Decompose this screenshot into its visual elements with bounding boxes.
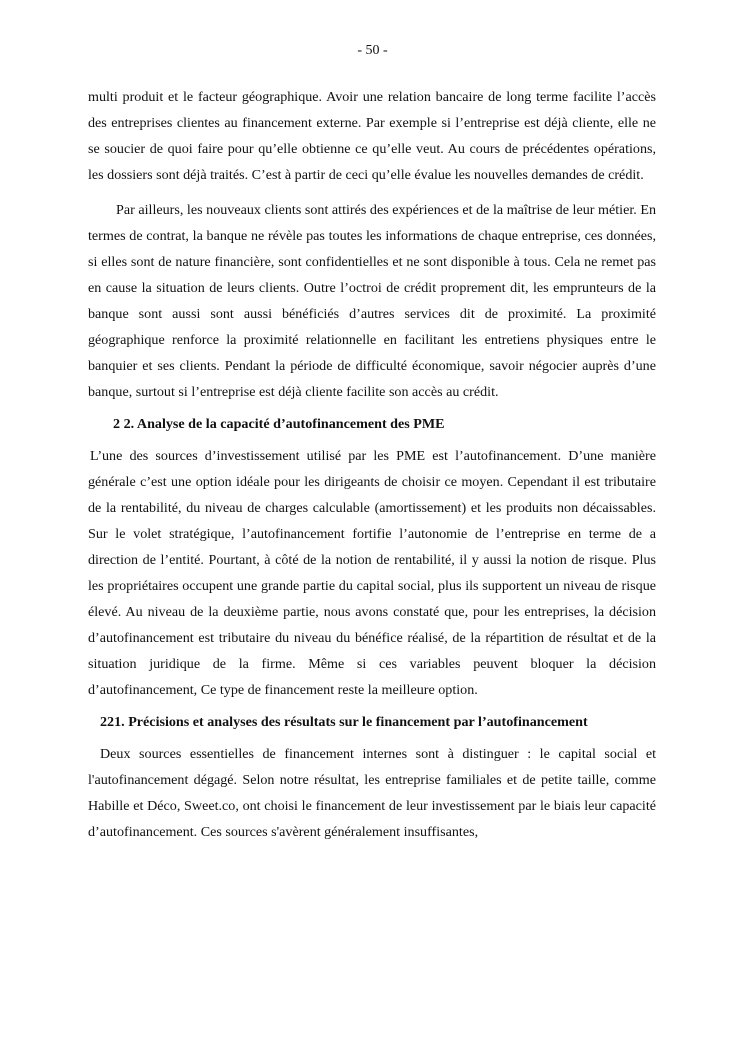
section-heading-self-financing-capacity: 2 2. Analyse de la capacité d’autofinancement des PME bbox=[113, 416, 445, 432]
paragraph-proximity: Par ailleurs, les nouveaux clients sont attirés des expériences et de la maîtrise de leur métier. En termes de contrat, la banque ne révèle pas toutes les informations de chaque entreprise, ces données, si elles sont de nature financière, sont confidentielles et ne sont disponible à tous. Cela ne remet pas en cause la situation de leurs clients. Outre l’octroi de crédit proprement dit, les emprunteurs de la banque sont aussi sont aussi bénéficiés d’autres services dit de proximité. La proximité géographique renforce la proximité relationnelle en facilitant les entretiens physiques entre le banquier et ses clients. Pendant la période de difficulté économique, savoir négocier auprès d’une banque, surtout si l’entreprise est déjà cliente facilite son accès au crédit. bbox=[88, 202, 656, 400]
subsection-heading-results-analysis: 221. Précisions et analyses des résultats sur le financement par l’autofinancement bbox=[100, 714, 588, 730]
paragraph-self-financing: L’une des sources d’investissement utilisé par les PME est l’autofinancement. D’une manière générale c’est une option idéale pour les dirigeants de choisir ce moyen. Cependant il est tributaire de la rentabilité, du niveau de charges calculable (amortissement) et les produits non décaissables. Sur le volet stratégique, l’autofinancement fortifie l’autonomie de l’entreprise en terme de a direction de l’entité. Pourtant, à côté de la notion de rentabilité, il y aussi la notion de risque. Plus les propriétaires occupent une grande partie du capital social, plus ils supportent un niveau de risque élevé. Au niveau de la deuxième partie, nous avons constaté que, pour les entreprises, la décision d’autofinancement est tributaire du niveau du bénéfice réalisé, de la répartition de résultat et de la situation juridique de la firme. Même si ces variables peuvent bloquer la décision d’autofinancement, Ce type de financement reste la meilleure option. bbox=[88, 448, 656, 698]
paragraph-bank-relationship: multi produit et le facteur géographique. Avoir une relation bancaire de long terme facilite l’accès des entreprises clientes au financement externe. Par exemple si l’entreprise est déjà cliente, elle ne se soucier de quoi faire pour qu’elle obtienne ce qu’elle veut. Au cours de précédentes opérations, les dossiers sont déjà traités. C’est à partir de ceci qu’elle évalue les nouvelles demandes de crédit. bbox=[88, 89, 656, 183]
page-body bbox=[88, 84, 656, 845]
page-number: - 50 - bbox=[357, 43, 388, 58]
paragraph-internal-sources: Deux sources essentielles de financement internes sont à distinguer : le capital social et l'autofinancement dégagé. Selon notre résultat, les entreprise familiales et de petite taille, comme Habille et Déco, Sweet.co, ont choisi le financement de leur investissement par le biais leur capacité d’autofinancement. Ces sources s'avèrent généralement insuffisantes, bbox=[88, 746, 656, 840]
